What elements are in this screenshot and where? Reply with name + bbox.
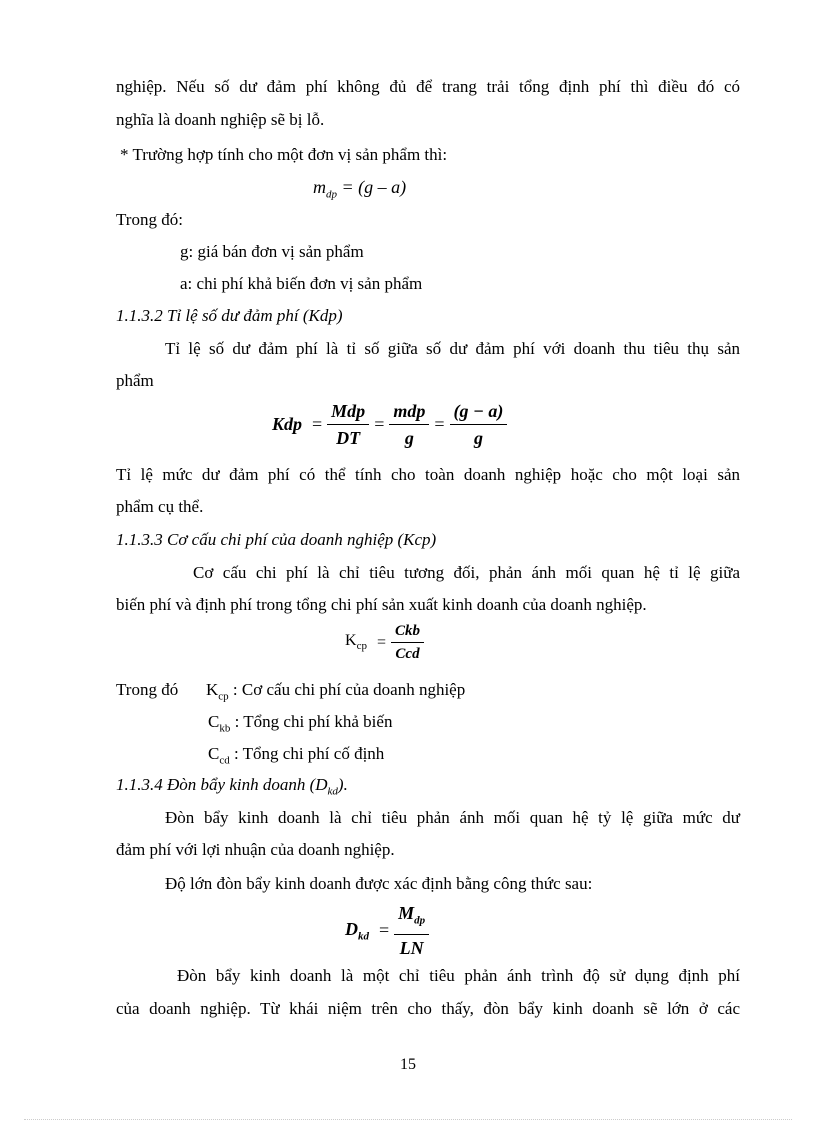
- formula-2-frac-3-den: g: [473, 428, 483, 448]
- formula-unit-contribution: [313, 177, 406, 201]
- formula-2-fraction-3: [450, 400, 508, 449]
- where-item-g: g: giá bán đơn vị sản phẩm: [180, 242, 364, 261]
- formula-3-lhs: $K_{cp}$: [345, 632, 367, 653]
- formula-4-eq: =: [379, 919, 390, 940]
- formula-3-den: Ccd: [395, 646, 420, 662]
- section-1-1-3-3-body-line-1: Cơ cấu chi phí là chỉ tiêu tương đối, phản ánh mối quan hệ tỉ lệ giữa: [193, 563, 740, 582]
- formula-3-num: Ckb: [391, 622, 424, 643]
- formula-2-eq-2: =: [374, 414, 385, 434]
- formula-kdp: [272, 400, 507, 449]
- paragraph-1-line-1: nghiệp. Nếu số dư đảm phí không đủ để trang trải tổng định phí thì điều đó có: [116, 77, 740, 96]
- formula-4-lhs: $D_{kd}$: [345, 918, 369, 943]
- where-item-a: a: chi phí khả biến đơn vị sản phẩm: [180, 274, 423, 293]
- final-paragraph-line-2: của doanh nghiệp. Từ khái niệm trên cho thấy, đòn bẩy kinh doanh sẽ lớn ở các: [116, 999, 740, 1018]
- formula-2-lhs: Kdp: [272, 414, 303, 434]
- section-1-1-3-4-body-line-2: đảm phí với lợi nhuận của doanh nghiệp.: [116, 840, 395, 859]
- ratio-paragraph-line-2: phẩm cụ thể.: [116, 497, 204, 516]
- section-heading-1-1-3-4: 1.1.3.4 Đòn bẩy kinh doanh $(D_{kd})$.: [116, 775, 348, 798]
- formula-4-lhs-sub: kd: [358, 930, 369, 943]
- formula-2-frac-2-num: mdp: [389, 400, 429, 425]
- formula-1-lhs: m: [313, 177, 326, 197]
- page-bottom-divider: [24, 1119, 792, 1120]
- definition-ckb: $C_{kb}$ : Tổng chi phí khả biến: [208, 712, 393, 735]
- formula-dkd: [345, 902, 429, 959]
- section-1-1-3-3-body-line-2: biến phí và định phí trong tổng chi phí sản xuất kinh doanh của doanh nghiệp.: [116, 595, 647, 614]
- where-label: Trong đó:: [116, 210, 183, 229]
- formula-4-num: $M_{dp}$: [394, 902, 429, 935]
- formula-2-frac-2-den: g: [404, 428, 414, 448]
- definition-ccd: $C_{cd}$ : Tổng chi phí cố định: [208, 744, 385, 767]
- formula-3-fraction: [391, 622, 424, 663]
- ratio-paragraph-line-1: Tỉ lệ mức dư đảm phí có thể tính cho toàn doanh nghiệp hoặc cho một loại sản: [116, 465, 740, 484]
- formula-2-frac-1-num: Mdp: [327, 400, 369, 425]
- definition-kcp: $K_{cp}$ : Cơ cấu chi phí của doanh nghiệp: [206, 680, 466, 703]
- formula-3-lhs-sub: cp: [356, 640, 367, 653]
- section-heading-1-1-3-3: 1.1.3.3 Cơ cấu chi phí của doanh nghiệp (Kcp): [116, 530, 437, 549]
- section-1-1-3-4-body-line-3: Độ lớn đòn bẩy kinh doanh được xác định bằng công thức sau:: [165, 874, 593, 893]
- definitions-label: Trong đó: [116, 680, 179, 699]
- final-paragraph-line-1: Đòn bẩy kinh doanh là một chỉ tiêu phản ánh trình độ sử dụng định phí: [177, 966, 740, 985]
- formula-2-fraction-2: [389, 400, 429, 449]
- formula-1-lhs-sub: dp: [326, 188, 337, 201]
- formula-2-frac-3-num: (g − a): [450, 400, 508, 425]
- formula-3-eq: =: [376, 633, 386, 651]
- formula-2-eq-3: =: [434, 414, 445, 434]
- section-1-1-3-2-body-line-1: Tỉ lệ số dư đảm phí là tỉ số giữa số dư đảm phí với doanh thu tiêu thụ sản: [165, 339, 740, 358]
- formula-1-rhs: = (g – a): [341, 177, 407, 197]
- section-1-1-3-4-body-line-1: Đòn bẩy kinh doanh là chỉ tiêu phản ánh mối quan hệ tỷ lệ giữa mức dư: [165, 808, 740, 827]
- section-heading-1-1-3-2: 1.1.3.2 Tỉ lệ số dư đảm phí (Kdp): [116, 306, 343, 325]
- page-number: 15: [400, 1056, 416, 1073]
- formula-2-eq-1: =: [312, 414, 323, 434]
- formula-4-fraction: [394, 902, 429, 959]
- formula-4-den: LN: [399, 937, 424, 958]
- formula-2-frac-1-den: DT: [336, 428, 361, 448]
- section-1-1-3-2-body-line-2: phẩm: [116, 371, 154, 390]
- formula-2-fraction-1: [327, 400, 369, 449]
- unit-case-line: * Trường hợp tính cho một đơn vị sản phẩm thì:: [120, 145, 448, 164]
- paragraph-1-line-2: nghĩa là doanh nghiệp sẽ bị lỗ.: [116, 110, 325, 129]
- formula-kcp: [345, 622, 424, 663]
